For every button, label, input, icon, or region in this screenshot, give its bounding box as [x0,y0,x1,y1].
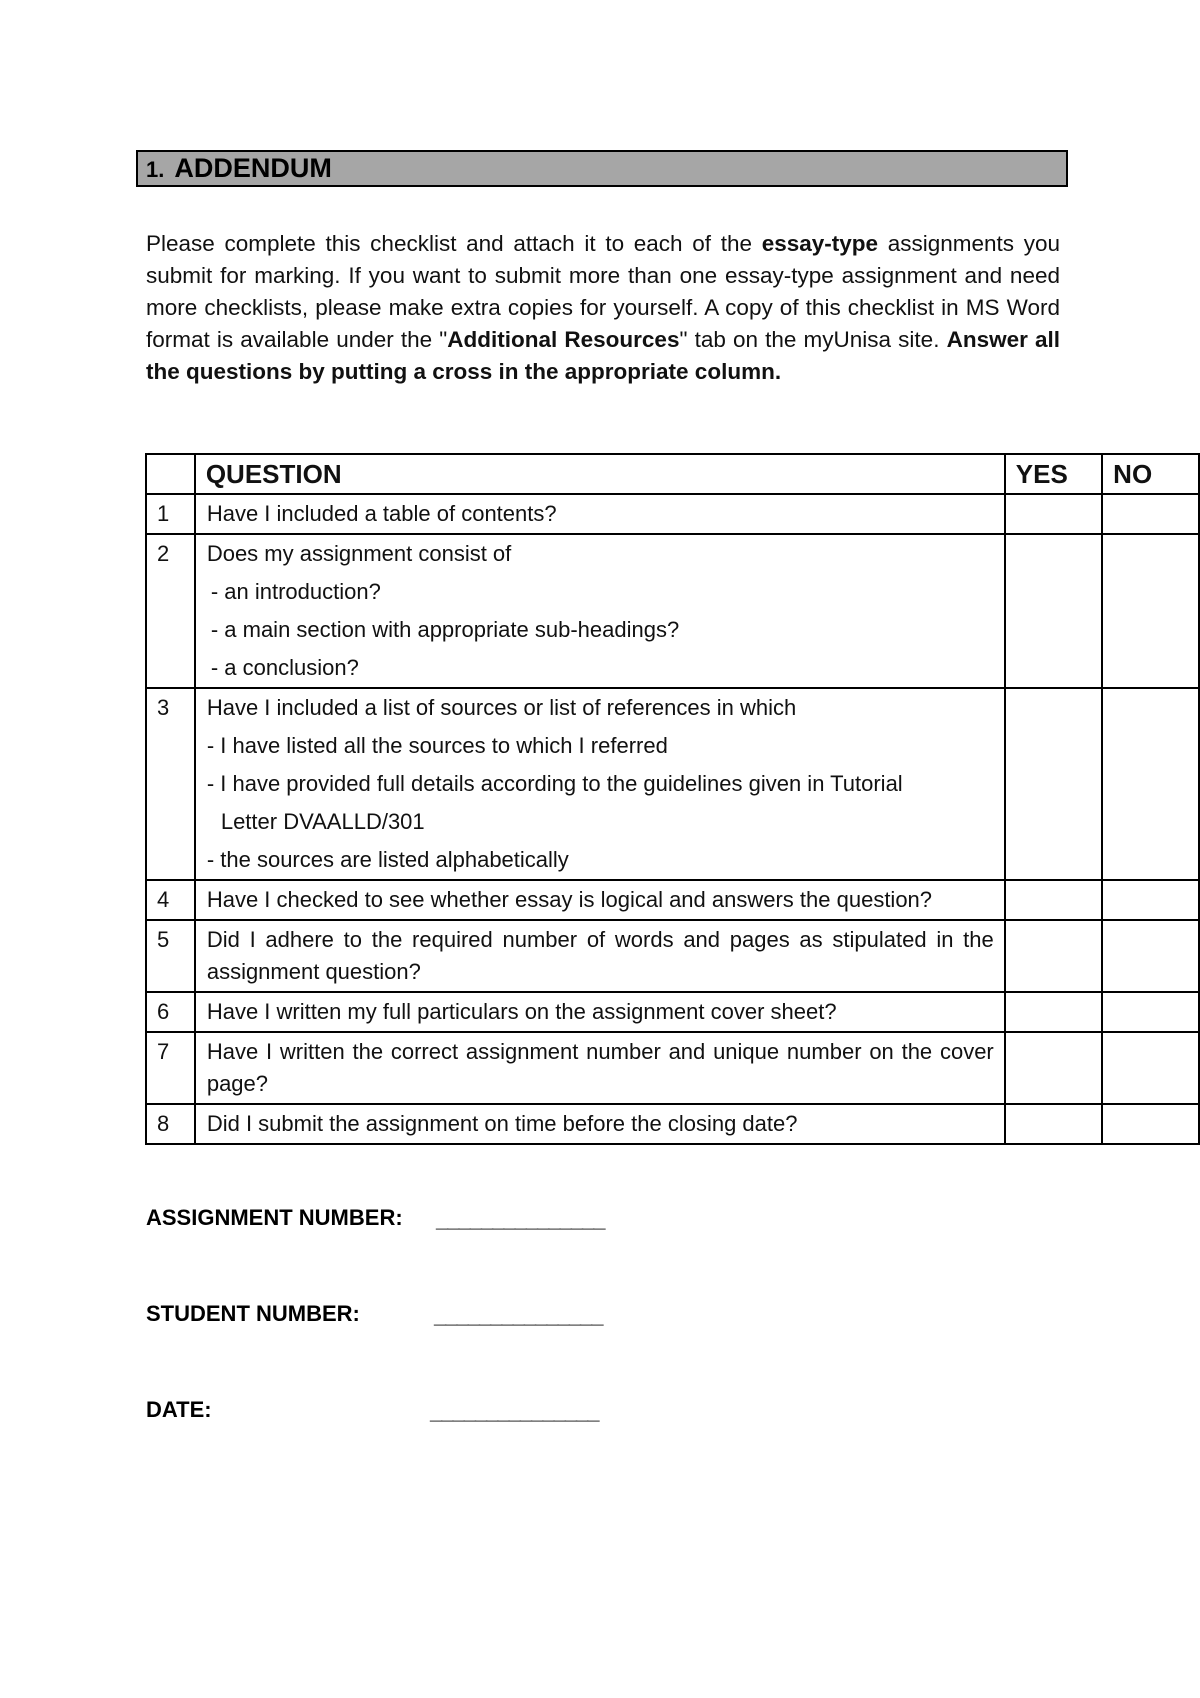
intro-bold-additional-resources: Additional Resources [447,327,680,352]
row-number: 5 [146,920,195,992]
table-header-row [146,454,1199,494]
table-row [146,534,1199,688]
intro-bold-instruction: Answer all the questions by putting a cross in the appropriate column. [146,327,1060,384]
intro-paragraph [146,228,1060,388]
yes-checkbox-cell[interactable] [1005,992,1102,1032]
table-row [146,920,1199,992]
yes-checkbox-cell[interactable] [1005,688,1102,880]
section-heading [136,150,1068,187]
no-checkbox-cell[interactable] [1102,920,1199,992]
yes-checkbox-cell[interactable] [1005,494,1102,534]
no-checkbox-cell[interactable] [1102,992,1199,1032]
intro-bold-essay-type: essay-type [761,231,879,256]
yes-checkbox-cell[interactable] [1005,1032,1102,1104]
header-number-cell [146,454,195,494]
question-text: Does my assignment consist of - an introduction? - a main section with appropriate sub-headings? - a conclusion? [195,534,1005,688]
question-text: Did I adhere to the required number of words and pages as stipulated in the assignment question? [195,920,1005,992]
table-row [146,1032,1199,1104]
row-number: 7 [146,1032,195,1104]
question-text: Did I submit the assignment on time before the closing date? [195,1104,1005,1144]
row-number: 1 [146,494,195,534]
yes-checkbox-cell[interactable] [1005,880,1102,920]
header-yes: YES [1005,454,1102,494]
table-row [146,880,1199,920]
intro-text-3: " tab on the myUnisa site. [679,327,947,352]
yes-checkbox-cell[interactable] [1005,920,1102,992]
no-checkbox-cell[interactable] [1102,534,1199,688]
row-number: 2 [146,534,195,688]
intro-text-1: Please complete this checklist and attach it to each of the [146,231,762,256]
student-number-label: STUDENT NUMBER: [146,1301,360,1326]
row-number: 4 [146,880,195,920]
yes-checkbox-cell[interactable] [1005,1104,1102,1144]
yes-checkbox-cell[interactable] [1005,534,1102,688]
row-number: 3 [146,688,195,880]
checklist-table [145,453,1200,1145]
question-text: Have I written my full particulars on the assignment cover sheet? [195,992,1005,1032]
section-title: ADDENDUM [174,153,332,183]
assignment-number-label: ASSIGNMENT NUMBER: [146,1205,403,1230]
no-checkbox-cell[interactable] [1102,494,1199,534]
table-row [146,688,1199,880]
header-no: NO [1102,454,1199,494]
table-row [146,1104,1199,1144]
question-text: Have I checked to see whether essay is logical and answers the question? [195,880,1005,920]
question-text: Have I written the correct assignment number and unique number on the cover page? [195,1032,1005,1104]
row-number: 8 [146,1104,195,1144]
date-field[interactable]: _______________ [430,1399,599,1424]
intro-text-2: assignments you submit for marking. If you want to submit more than one essay-type assignment and need more checklists, please make extra copies for yourself. A copy of this checklist in MS Word format is available under the " [146,231,1061,352]
section-number: 1. [146,157,165,182]
question-text: Have I included a table of contents? [195,494,1005,534]
no-checkbox-cell[interactable] [1102,880,1199,920]
no-checkbox-cell[interactable] [1102,688,1199,880]
no-checkbox-cell[interactable] [1102,1032,1199,1104]
assignment-number-field[interactable]: _______________ [436,1207,605,1232]
table-row [146,992,1199,1032]
row-number: 6 [146,992,195,1032]
header-question: QUESTION [195,454,1005,494]
table-row [146,494,1199,534]
no-checkbox-cell[interactable] [1102,1104,1199,1144]
date-label: DATE: [146,1397,212,1422]
student-number-field[interactable]: _______________ [434,1303,603,1328]
question-text: Have I included a list of sources or list of references in which - I have listed all the sources to which I referred - I have provided full details according to the guidelines given in Tutorial Letter DVAALLD/301 - the sources are listed alphabetically [195,688,1005,880]
